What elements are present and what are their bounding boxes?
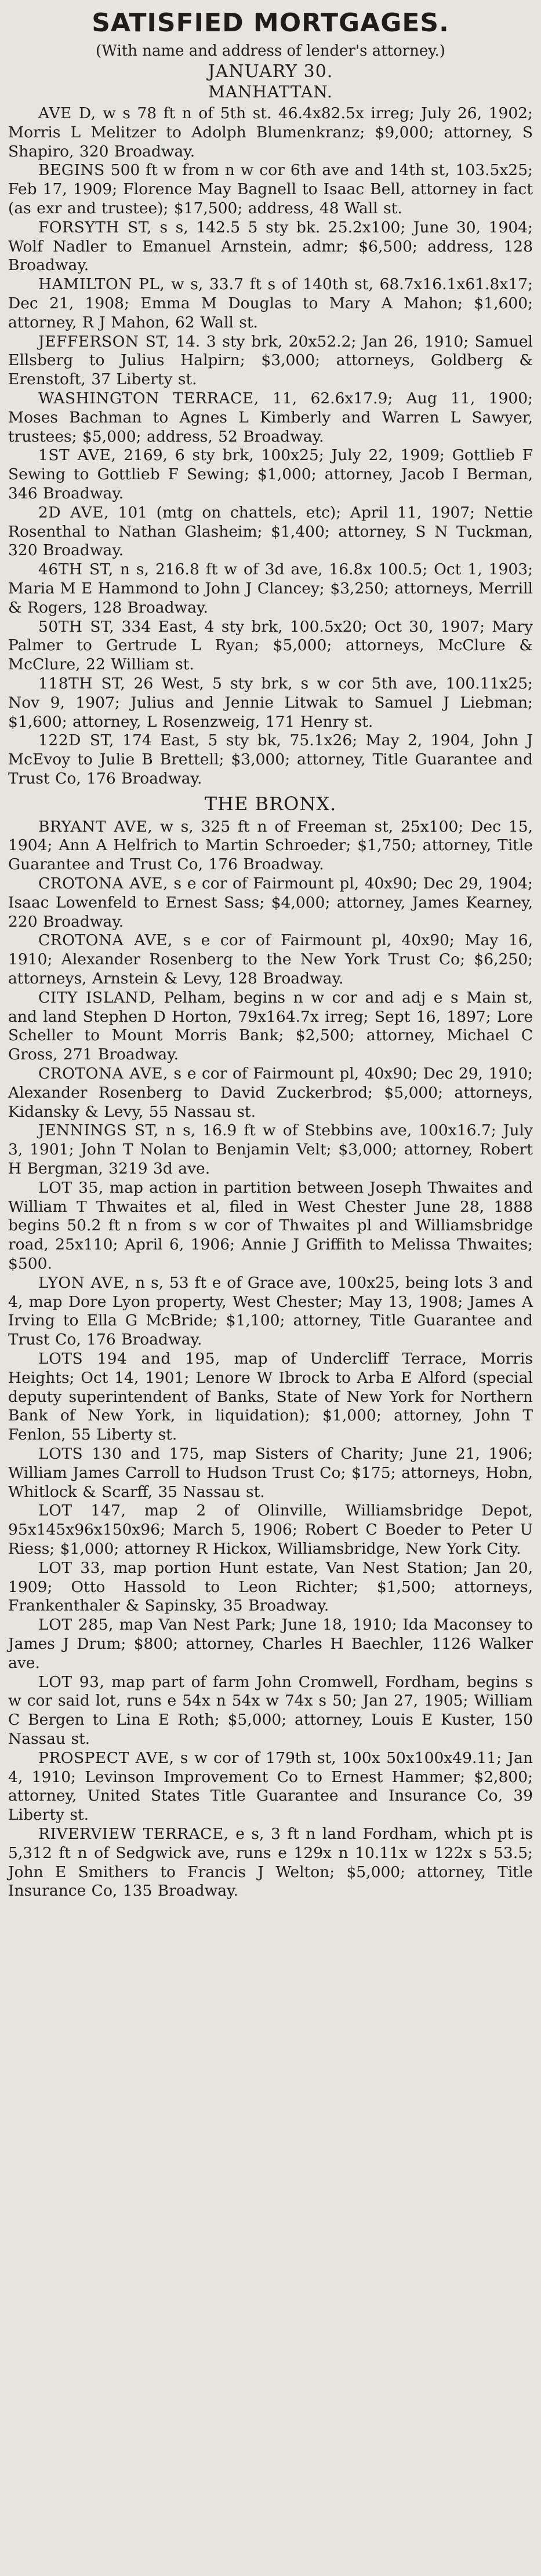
entry-text: map Sisters of Charity; June 21, 1906; William James Carroll to Hudson Trust Co; $175; attorneys, Hobn, Whitlock & Scarff, 35 Nassau st. <box>8 1444 533 1501</box>
entry-lead: JEFFERSON ST, <box>38 332 170 351</box>
mortgage-entry <box>8 675 533 731</box>
entry-lead: CROTONA AVE, <box>38 875 168 893</box>
entry-text: map Van Nest Park; June 18, 1910; Ida Maconsey to James J Drum; $800; attorney, Charles H Baechler, 1126 Walker ave. <box>8 1616 533 1672</box>
entry-text: s w cor of 179th st, 100x 50x100x49.11; Jan 4, 1910; Levinson Improvement Co to Ernest Hammer; $2,800; attorney, United States Title Guarantee and Insurance Co, 39 Liberty st. <box>8 1748 533 1824</box>
mortgage-entry <box>8 818 533 875</box>
mortgage-entry <box>8 1673 533 1749</box>
entry-lead: LOT 33, <box>38 1558 106 1577</box>
mortgage-entry <box>8 1121 533 1178</box>
entry-lead: 118TH ST, <box>38 674 126 693</box>
entry-lead: HAMILTON PL, <box>38 275 165 294</box>
entry-text: s e cor of Fairmount pl, 40x90; Dec 29, 1910; Alexander Rosenberg to David Zuckerbrod; $5,000; attorneys, Kidansky & Levy, 55 Nassau st. <box>8 1065 533 1121</box>
entry-lead: LOT 93, <box>38 1673 105 1691</box>
mortgage-entry <box>8 333 533 389</box>
entry-text: n s, 16.9 ft w of Stebbins ave, 100x16.7; July 3, 1901; John T Nolan to Benjamin Velt; $3,000; attorney, Robert H Bergman, 3219 3d ave. <box>8 1121 533 1178</box>
entry-lead: RIVERVIEW TERRACE, <box>38 1824 229 1843</box>
entry-lead: WASHINGTON TERRACE, <box>38 389 259 407</box>
entry-lead: 50TH ST, <box>38 617 115 636</box>
mortgage-entry <box>8 275 533 332</box>
mortgage-entry <box>8 1502 533 1558</box>
bronx-entries <box>0 818 541 1901</box>
bronx-heading: THE BRONX. <box>204 792 337 815</box>
entry-lead: 2D AVE, <box>38 503 109 522</box>
entry-text: e s, 3 ft n land Fordham, which pt is 5,312 ft n of Sedgwick ave, runs e 129x n 10.11x w 122x s 53.5; John E Smithers to Francis J Welton; $5,000; attorney, Title Insurance Co, 135 Broadway. <box>8 1824 533 1900</box>
entry-text: map portion Hunt estate, Van Nest Station; Jan 20, 1909; Otto Hassold to Leon Richter; $1,500; attorneys, Frankenthaler & Sapinsky, 35 Broadway. <box>8 1558 533 1615</box>
entry-text: s e cor of Fairmount pl, 40x90; Dec 29, 1904; Isaac Lowenfeld to Ernest Sass; $4,000; attorney, James Kearney, 220 Broadway. <box>8 875 533 931</box>
entry-text: n s, 216.8 ft w of 3d ave, 16.8x 100.5; Oct 1, 1903; Maria M E Hammond to John J Clancey; $3,250; attorneys, Merrill & Rogers, 128 Broadway. <box>8 560 533 617</box>
entry-text: n s, 53 ft e of Grace ave, 100x25, being lots 3 and 4, map Dore Lyon property, West Chester; May 13, 1908; James A Irving to Ella G McBride; $1,100; attorney, Title Guarantee and Trust Co, 176 Broadway. <box>8 1273 533 1349</box>
mortgage-entry <box>8 1350 533 1445</box>
entry-lead: LOT 285, <box>38 1616 114 1634</box>
entry-lead: CROTONA AVE, <box>38 1065 168 1083</box>
mortgage-entry <box>8 1445 533 1502</box>
entry-text: w s, 325 ft n of Freeman st, 25x100; Dec 15, 1904; Ann A Helfrich to Martin Schroeder; $1,750; attorney, Title Guarantee and Trust Co, 176 Broadway. <box>8 817 533 874</box>
mortgage-entry <box>8 1179 533 1274</box>
entry-text: 101 (mtg on chattels, etc); April 11, 1907; Nettie Rosenthal to Nathan Glasheim; $1,400; attorney, S N Tuckman, 320 Broadway. <box>8 503 533 560</box>
entry-lead: PROSPECT AVE, <box>38 1748 175 1767</box>
entry-text: 334 East, 4 sty brk, 100.5x20; Oct 30, 1907; Mary Palmer to Gertrude L Ryan; $5,000; attorneys, McClure & McClure, 22 William st. <box>8 617 533 674</box>
mortgage-entry <box>8 1616 533 1673</box>
page-title: SATISFIED MORTGAGES. <box>92 8 449 38</box>
manhattan-heading: MANHATTAN. <box>208 82 333 101</box>
entry-text: w s, 33.7 ft s of 140th st, 68.7x16.1x61.8x17; Dec 21, 1908; Emma M Douglas to Mary A Mahon; $1,600; attorney, R J Mahon, 62 Wall st. <box>8 275 533 331</box>
mortgage-entry <box>8 446 533 503</box>
entry-text: map 2 of Olinville, Williamsbridge Depot, 95x145x96x150x96; March 5, 1906; Robert C Boeder to Peter U Riess; $1,000; attorney R Hickox, Williamsbridge, New York City. <box>8 1502 533 1558</box>
entry-text: Pelham, begins n w cor and adj e s Main st, and land Stephen D Horton, 79x164.7x irreg; Sept 16, 1897; Lore Scheller to Mount Morris Bank; $2,500; attorney, Michael C Gross, 271 Broadway. <box>8 988 533 1064</box>
entry-lead: LYON AVE, <box>38 1273 130 1292</box>
entry-lead: 46TH ST, <box>38 560 114 579</box>
entry-text: 2169, 6 sty brk, 100x25; July 22, 1909; Gottlieb F Sewing to Gottlieb F Sewing; $1,000; attorney, Jacob I Berman, 346 Broadway. <box>8 446 533 502</box>
mortgage-entry <box>8 104 533 161</box>
mortgage-entry <box>8 1825 533 1901</box>
entry-text: w s 78 ft n of 5th st. 46.4x82.5x irreg; July 26, 1902; Morris L Melitzer to Adolph Blumenkranz; $9,000; attorney, S Shapiro, 320 Broadway. <box>8 104 533 161</box>
entry-text: 174 East, 5 sty bk, 75.1x26; May 2, 1904, John J McEvoy to Julie B Brettell; $3,000; attorney, Title Guarantee and Trust Co, 176 Broadway. <box>8 731 533 788</box>
mortgage-entry <box>8 1274 533 1350</box>
entry-text: map of Undercliff Terrace, Morris Heights; Oct 14, 1901; Lenore W Ibrock to Arba E Alford (special deputy superintendent of Banks, State of New York for Northern Bank of New York, in liquidation); $1,000; attorney, John T Fenlon, 55 Liberty st. <box>8 1350 533 1444</box>
page-subtitle: (With name and address of lender's attorney.) <box>96 42 445 60</box>
entry-text: 26 West, 5 sty brk, s w cor 5th ave, 100.11x25; Nov 9, 1907; Julius and Jennie Litwak to Samuel J Liebman; $1,600; attorney, L Rosenzweig, 171 Henry st. <box>8 674 533 731</box>
entry-text: s s, 142.5 5 sty bk. 25.2x100; June 30, 1904; Wolf Nadler to Emanuel Arnstein, admr; $6,500; address, 128 Broadway. <box>8 218 533 275</box>
date-heading: JANUARY 30. <box>208 61 333 82</box>
entry-lead: CITY ISLAND, <box>38 988 156 1007</box>
entry-text: map action in partition between Joseph Thwaites and William T Thwaites et al, filed in West Chester June 28, 1888 begins 50.2 ft n from s w cor of Thwaites pl and Williamsbridge road, 25x110; April 6, 1906; Annie J Griffith to Melissa Thwaites; $500. <box>8 1178 533 1273</box>
entry-lead: LOT 35, <box>38 1178 104 1197</box>
mortgage-entry <box>8 989 533 1065</box>
entry-lead: 1ST AVE, <box>38 446 117 465</box>
entry-lead: LOT 147, <box>38 1502 126 1520</box>
entry-lead: CROTONA AVE, <box>38 931 173 950</box>
mortgage-entry <box>8 618 533 675</box>
entry-lead: LOTS 130 and 175, <box>38 1444 205 1463</box>
entry-text: map part of farm John Cromwell, Fordham, begins s w cor said lot, runs e 54x n 54x w 74x s 50; Jan 27, 1905; William C Bergen to Lina E Roth; $5,000; attorney, Louis E Kuster, 150 Nassau st. <box>8 1673 533 1748</box>
mortgage-entry <box>8 931 533 988</box>
entry-lead: 122D ST, <box>38 731 114 750</box>
mortgage-entry <box>8 731 533 788</box>
mortgage-entry <box>8 161 533 218</box>
mortgage-entry <box>8 1065 533 1121</box>
mortgage-entry <box>8 875 533 931</box>
entry-lead: FORSYTH ST, <box>38 218 152 236</box>
entry-lead: LOTS 194 and 195, <box>38 1350 220 1368</box>
manhattan-entries <box>0 104 541 789</box>
entry-lead: BEGINS <box>38 161 105 180</box>
entry-lead: BRYANT AVE, <box>38 817 153 836</box>
mortgage-entry <box>8 1559 533 1616</box>
entry-lead: JENNINGS ST, <box>38 1121 159 1140</box>
mortgage-entry <box>8 389 533 446</box>
entry-text: 14. 3 sty brk, 20x52.2; Jan 26, 1910; Samuel Ellsberg to Julius Halpirn; $3,000; attorneys, Goldberg & Erenstoft, 37 Liberty st. <box>8 332 533 389</box>
mortgage-entry <box>8 218 533 275</box>
entry-text: s e cor of Fairmount pl, 40x90; May 16, 1910; Alexander Rosenberg to the New York Trust Co; $6,250; attorneys, Arnstein & Levy, 128 Broadway. <box>8 931 533 988</box>
entry-text: 11, 62.6x17.9; Aug 11, 1900; Moses Bachman to Agnes L Kimberly and Warren L Sawyer, trustees; $5,000; address, 52 Broadway. <box>8 389 533 446</box>
entry-text: 500 ft w from n w cor 6th ave and 14th st, 103.5x25; Feb 17, 1909; Florence May Bagnell to Isaac Bell, attorney in fact (as exr and trustee); $17,500; address, 48 Wall st. <box>8 161 533 217</box>
entry-lead: AVE D, <box>38 104 96 122</box>
mortgage-entry <box>8 504 533 560</box>
mortgage-entry <box>8 560 533 617</box>
mortgage-entry <box>8 1749 533 1825</box>
